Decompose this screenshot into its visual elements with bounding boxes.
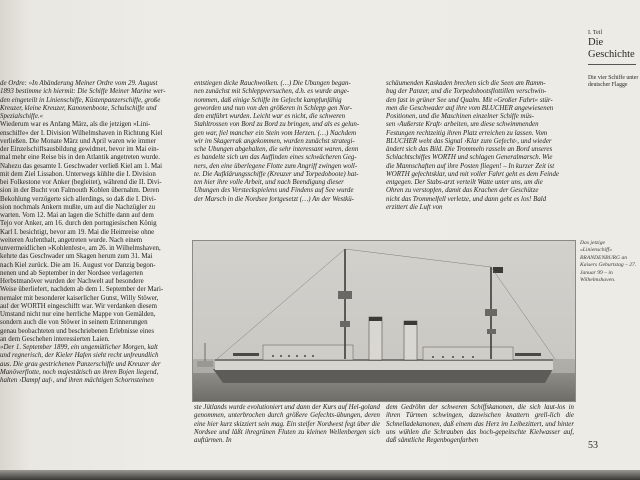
text-line: 1893 bestimme ich hiermit: Die Schiffe Meiner Marine wer- — [0, 88, 166, 96]
text-line: aus. Die grau gestrichenen Panzerschiffe und Kreuzer der — [0, 360, 161, 368]
text-line: geworden und nun von den größeren in Schlepp gen Nor- — [194, 104, 352, 112]
photo-caption: Das jetzige »Linienschiff« BRANDENBURG an Kaisers Geburtstag – 27. Januar 99 – in Wilhelmshaven. — [580, 240, 637, 284]
text-line: Karl I. besichtigt, bevor am 19. Mai die Heimreise ohne — [0, 228, 155, 236]
text-line: der Einzelschiffsausbildung gewidmet, bevor im Mai ein- — [0, 146, 159, 153]
ship-photograph — [192, 240, 576, 402]
text-line: unvermeidlichen »Kohlenfest«, am 26. in Wilhelmshaven, — [0, 245, 161, 252]
text-line: Schlachtschiffes WÖRTH und schlagen Generalmarsch. Wie — [386, 154, 553, 162]
text-line: Festungen rechtzeitig ihren Platz erreichen zu lassen. Vom — [386, 129, 548, 137]
text-line: grünen Fluten zu kleinen Wellenbergen sich auftürmen. In — [194, 428, 381, 444]
text-line: sche Übungen abgehalten, die sehr interessant waren, denn — [194, 146, 359, 153]
text-line: enschiffe« der I. Division Wilhelmshaven in Richtung Kiel — [0, 129, 163, 137]
text-line: Nahezu das gesamte I. Geschwader verließ Kiel am 1. Mai — [0, 162, 163, 170]
text-line: de Ordre: »In Abänderung Meiner Ordre vom 29. August — [0, 80, 158, 87]
text-line: den entführt wurden. Leicht war es nicht, die schweren — [194, 113, 346, 120]
text-line: den eingeteilt in Linienschiffe, Küstenpanzerschiffe, große — [0, 96, 161, 104]
text-line: die Mannschaften auf ihre Posten fliegen! – In kurzer Zeit ist — [386, 162, 555, 170]
text-line: nemaler mit besonderer kaiserlicher Gunst, Willy Stöwer, — [0, 294, 159, 302]
chapter-divider — [588, 64, 636, 65]
text-line: und regnerisch, der Kieler Hafen sieht recht unfreundlich — [0, 352, 159, 360]
text-line: sion in der Bucht von Falmouth Koblen übernahm. Deren — [0, 187, 160, 195]
text-line: den fast in grüner See und Qualm. Mit »Großer Fahrt« stür- — [386, 96, 553, 104]
text-line: halten ›Dampf auf‹, und ihren mächtigen Schornsteinen — [0, 377, 154, 384]
text-line: wir im Skagerrak angekommen, wurden zunächst strategi- — [194, 137, 355, 145]
text-line: zittert, und hinter uns wühlen die Schrauben das hoch- — [386, 420, 575, 436]
text-line: Manöverflotte, noch majestätisch an ihren Bojen liegend, — [0, 368, 159, 376]
text-line: schäumenden Kaskaden brechen sich die Seen am Ramm- — [386, 80, 546, 87]
text-line: bug der Panzer, und die Torpedobootsflottillen verschwin- — [386, 88, 547, 96]
text-line: verließen. Die Monate März und April waren wie immer — [0, 137, 156, 145]
text-line: gepeitschte Kielwasser auf, daß sämtliche Regenbogenfarben — [386, 428, 574, 444]
text-line: mal mehr eine Reise bis in den Atlantik angetreten wurde. — [0, 154, 160, 162]
text-line: ste Jütlands wurde evolutioniert und dann der Kurs auf Hel- — [194, 404, 361, 411]
text-line: Ohren zu verstopfen, damit das Krachen der Geschütze — [386, 187, 539, 195]
text-line: erzittert die Luft von — [386, 203, 443, 211]
text-line: der Marsch in die Nordsee fortgesetzt (…) An der Westkü- — [194, 195, 354, 203]
text-line: weiteren Aufenthalt, angetreten wurde. Nach einem — [0, 236, 143, 244]
text-line: Positionen, und die Maschinen einzelner Schiffe müs- — [386, 113, 534, 120]
chapter-title: Die Geschichte — [588, 37, 635, 60]
text-line: ändert sich das Bild. Die Trommeln rasseln an Bord unseres — [386, 146, 553, 153]
text-column-left — [0, 80, 183, 385]
text-column-middle-continued — [194, 404, 380, 445]
text-line: lich die Schnelladekanonen, daß einem das Herz im Leibe — [386, 412, 574, 428]
text-line: men die Geschwader auf ihre vom BLÜCHER angewiesenen — [386, 104, 554, 112]
text-line: nenen und ab September in der Nordsee verlagerten — [0, 269, 143, 277]
text-column-right — [386, 80, 574, 212]
text-line: bei Folkestone vor Anker (begleitet), während die II. Divi- — [0, 179, 162, 186]
text-line: Kreuzer, kleine Kreuzer, Kanonenboote, Schulschiffe und — [0, 104, 157, 112]
text-line: mit dem Ziel Lissabon. Unterwegs kühlte die I. Division — [0, 170, 156, 178]
text-line: Wiederum war es Anfang März, als die jetzigen »Lini- — [0, 121, 151, 129]
text-column-middle — [194, 80, 380, 204]
text-line: übungen, deren eine hier kurz skizziert sein mag. — [194, 412, 380, 428]
text-line: ners, den eine überlegene Flotte zum Angriff zwingen woll- — [194, 162, 358, 170]
text-line: Ein steifer Nordwest fegt über die Nordsee und läßt ihre — [194, 420, 380, 436]
part-label: I. Teil — [588, 30, 603, 36]
text-line: entstiegen dicke Rauchwolken. (…) Die Übungen began- — [194, 80, 351, 87]
text-line: los in ihren Türmen schwingen, dazwischen knattern grell- — [386, 404, 575, 420]
text-line: warten. Vom 12. Mai an lagen die Schiffe dann auf dem — [0, 212, 154, 219]
text-line: kehrte das Geschwader um Skagen herum zum 31. Mai — [0, 253, 153, 261]
text-line: gen war, fiel mancher ein Stein vom Herzen. (…) Nachdem — [194, 129, 357, 137]
text-line: auf der WÖRTH eingeschifft war. Wir verdanken diesem — [0, 302, 157, 310]
text-line: Bekohlung verzögerte sich allerdings, so daß die I. Divi- — [0, 195, 157, 203]
page-number: 53 — [588, 440, 598, 451]
page-edge-shadow — [0, 470, 640, 480]
text-line: te. Die Aufklärungsschiffe (Kreuzer und Torpedoboote) hat- — [194, 170, 359, 178]
text-line: sion nochmals Ankern mußte, um auf die Nachzügler zu — [0, 203, 156, 211]
chapter-marker — [588, 30, 640, 89]
text-line: nicht das Trommelfell verletze, und dann geht es los! Bald — [386, 195, 547, 203]
text-line: WÖRTH gefechtsklar, und mit voller Fahrt geht es dem Feinde — [386, 170, 559, 178]
text-line: nen zunächst mit Schleppversuchen, d.h. es wurde ange- — [194, 88, 350, 96]
text-line: genau beobachteten und beschriebenen Erlebnisse eines — [0, 327, 155, 335]
battleship-image — [193, 241, 575, 401]
text-line: Weise überliefert, nachdem ab dem 1. September der Mari- — [0, 286, 164, 294]
text-line: dem Gedröhn der schweren Schiffskanonen, die sich laut- — [386, 404, 558, 411]
text-line: sondern auch die von Stöwer in seinem Erinnerungen — [0, 319, 148, 327]
text-line: nommen, daß einige Schiffe im Gefecht kampfunfähig — [194, 96, 342, 104]
text-line: goland genommen, unterbrochen durch größere Gefechts- — [194, 404, 380, 420]
text-line: nach Kiel zurück. Die am 16. August vor Danzig begon- — [0, 261, 156, 269]
text-line: Umstand nicht nur eine herrliche Mappe von Gemälden, — [0, 311, 156, 318]
text-line: Tejo vor Anker, am 16. durch den portugiesischen König — [0, 220, 157, 228]
text-line: Spezialschiffe.« — [0, 113, 44, 120]
chapter-subtitle: Die vier Schiffe unter deutscher Flagge — [588, 75, 639, 88]
text-line: Herbstmanöver wurden der Nachwelt auf besondere — [0, 278, 144, 285]
text-line: Stahltrossen von Bord zu Bord zu bringen, und als es gelun- — [194, 121, 360, 129]
text-line: sen ›Äußerste Kraft‹ arbeiten, um diese schwimmenden — [386, 121, 539, 129]
text-line: »Der 1. September 1899, ein ungemütlicher Morgen, kalt — [0, 344, 158, 351]
text-line: an dem Geschehen interessierten Laien. — [0, 335, 110, 343]
text-line: es handelte sich um das Auffinden eines schwächeren Geg- — [194, 154, 357, 162]
text-line: Übungen des Versteckspielens und Findens auf See wurde — [194, 187, 354, 195]
text-line: ten hier ihre volle Arbeit, und nach Beendigung dieser — [194, 179, 344, 186]
text-line: BLÜCHER weht das Signal ›Klar zum Gefecht‹, und wieder — [386, 137, 552, 145]
text-column-right-continued — [386, 404, 574, 445]
text-line: entgegen. Der Stabs-arzt verteilt Watte unter uns, um die — [386, 179, 543, 186]
